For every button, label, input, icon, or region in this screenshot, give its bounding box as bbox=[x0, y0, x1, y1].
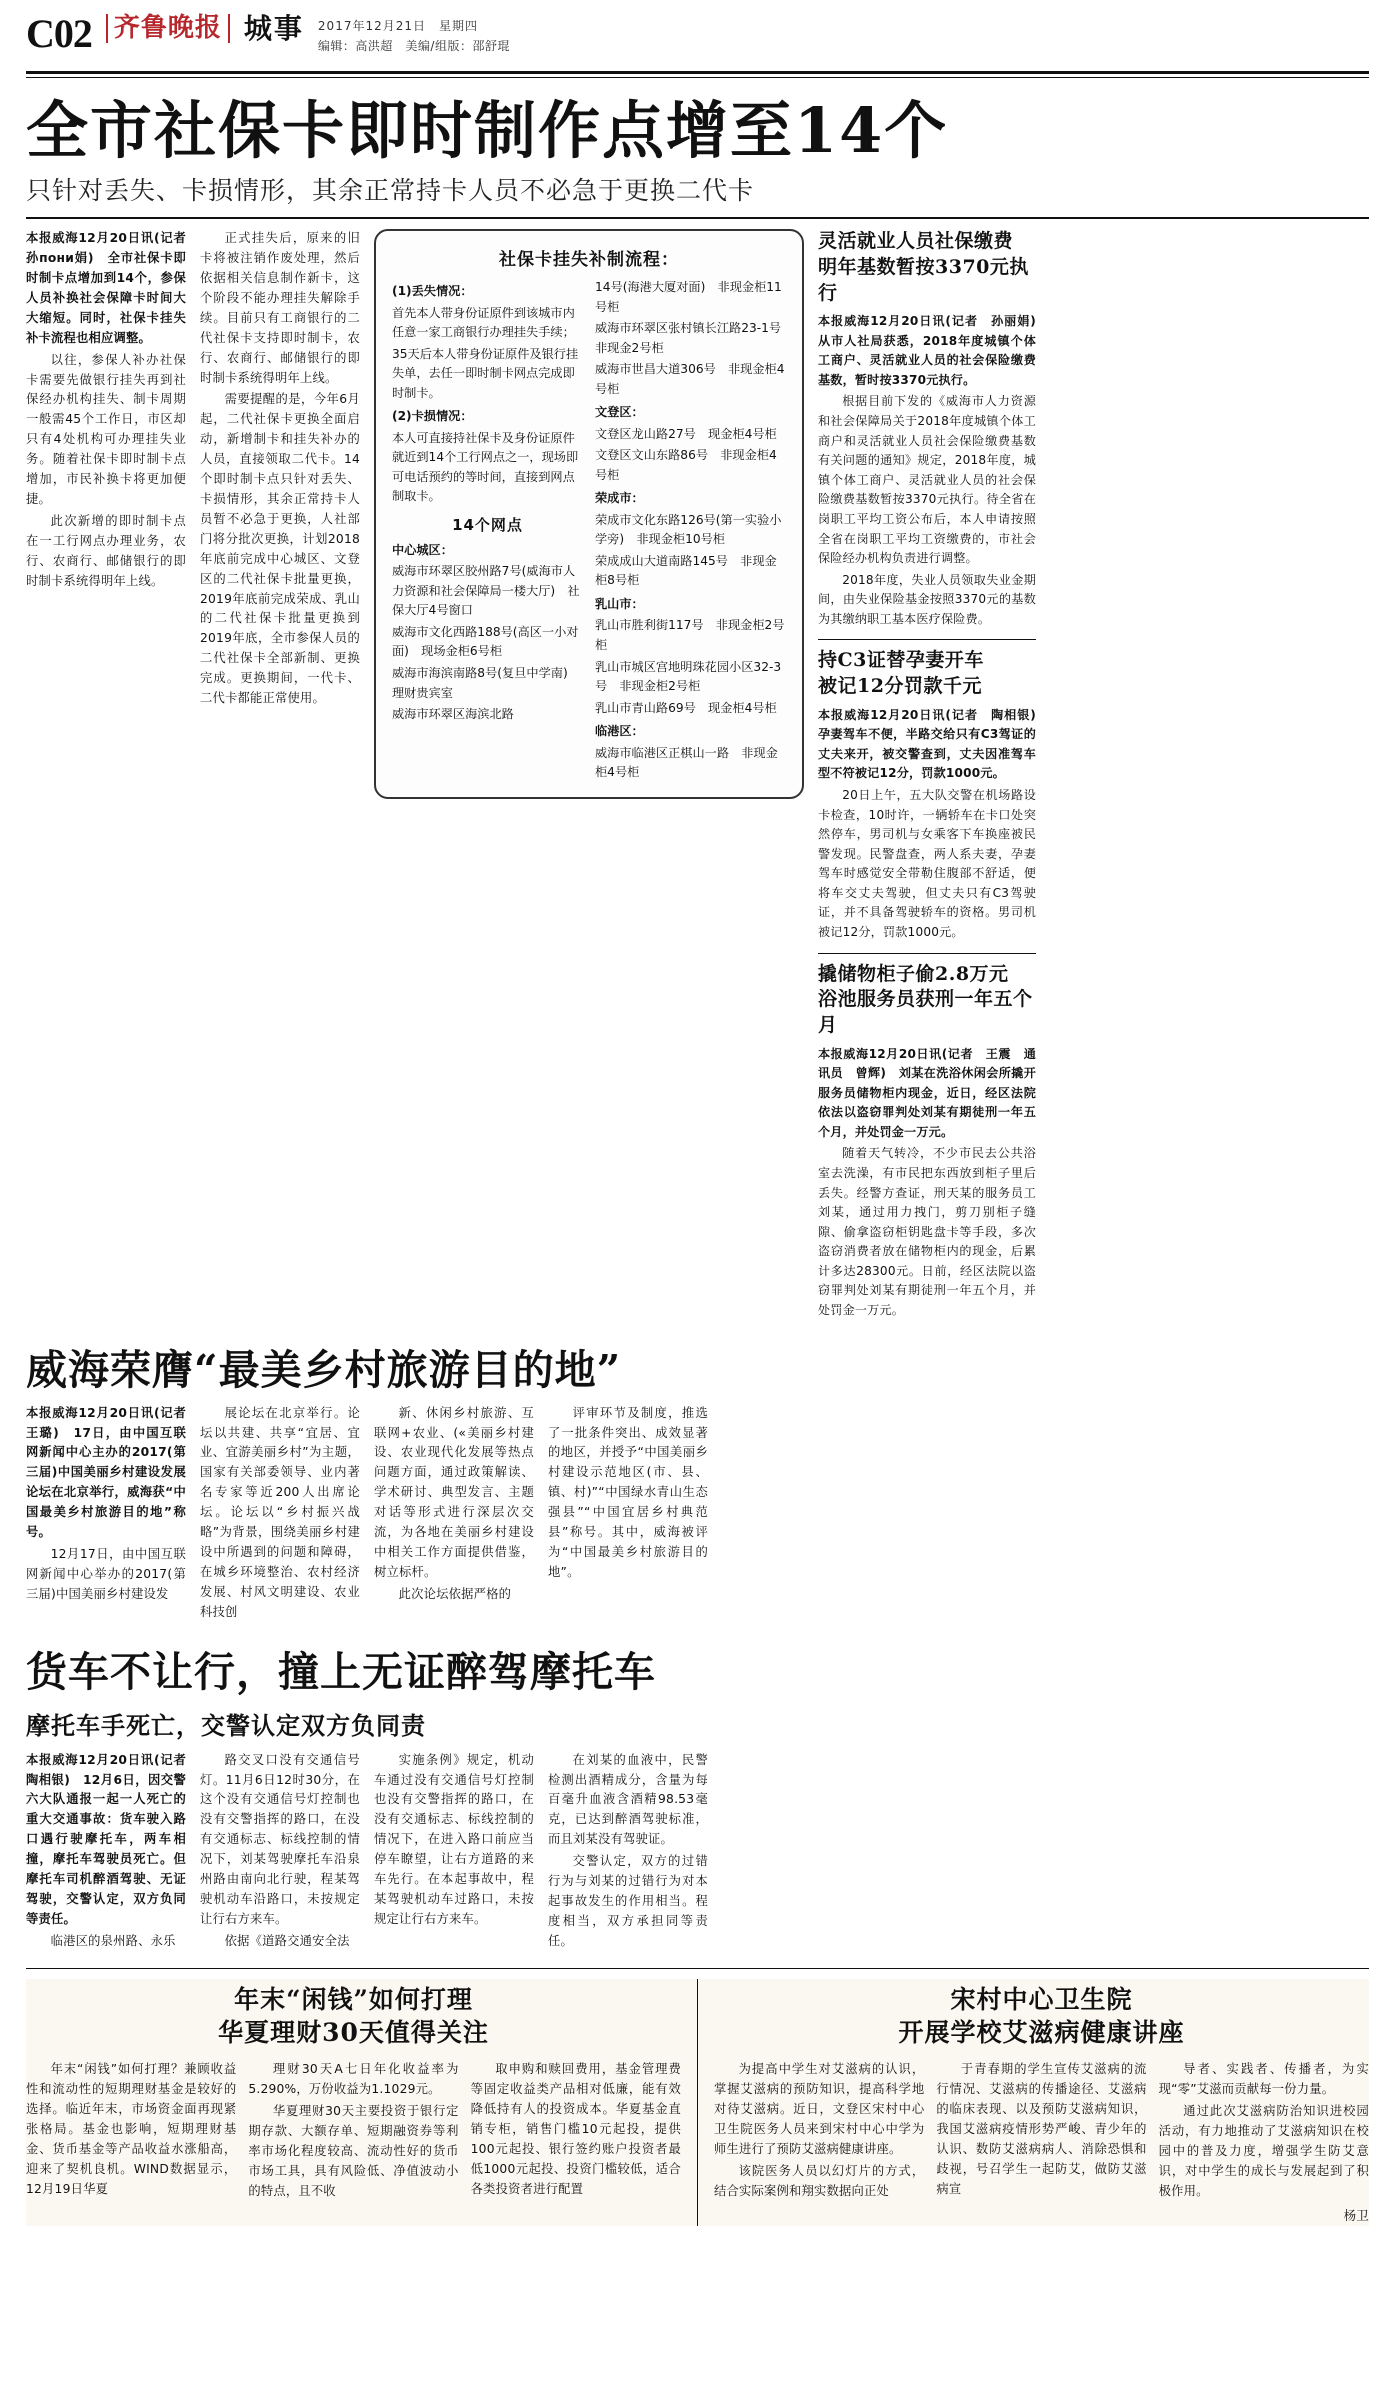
lead-subhead: 只针对丢失、卡损情形，其余正常持卡人员不必急于更换二代卡 bbox=[26, 176, 755, 206]
page-folio: C02 bbox=[26, 11, 92, 56]
lead-headline: 全市社保卡即时制作点增至14个 bbox=[26, 93, 949, 167]
advertorial-right-headline bbox=[714, 1983, 1369, 2051]
rail-dateline: 本报威海12月20日讯(记者 陶相银) 孕妻驾车不便，半路交给只有C3驾证的丈夫来开，被交警查到，丈夫因准驾车型不符被记12分，罚款1000元。 bbox=[818, 707, 1049, 781]
section2-para: 12月17日，由中国互联网新闻中心举办的2017(第三届)中国美丽乡村建设发 bbox=[26, 1546, 186, 1601]
bottom-rule bbox=[26, 1968, 1369, 1969]
box-subhead: 乳山市： bbox=[595, 596, 644, 611]
section3-columns bbox=[26, 1751, 1369, 1954]
section3-dateline: 本报威海12月20日讯(记者 陶相银) 12月6日，因交警六大队通报一起一人死亡的重大交通事故：货车驶入路口遇行驶摩托车，两车相撞，摩托车驾驶员死亡。但摩托车司机醉酒驾驶、无证驾驶，交警认定，双方负同等责任。 bbox=[26, 1752, 199, 1926]
section2-para: 新、休闲乡村旅游、互联网+农业、(«美丽乡村建设、农业现代化发展等热点问题方面，通过政策解读、学术研讨、典型发言、主题对话等形式进行深层次交流，为各地在美丽乡村建设中相关工作方面提供借鉴，树立标杆。 bbox=[374, 1405, 534, 1579]
procedure-box-title: 社保卡挂失补制流程： bbox=[499, 250, 679, 271]
box-outlet: 威海市世昌大道306号 非现金柜4号柜 bbox=[595, 362, 785, 396]
rail-divider bbox=[818, 639, 1036, 640]
procedure-box bbox=[374, 229, 804, 798]
rail-head-line: 明年基数暂按3370元执行 bbox=[818, 255, 1029, 304]
section-name: 城事 bbox=[243, 12, 304, 45]
right-rail bbox=[818, 229, 1049, 1322]
section2-columns bbox=[26, 1404, 1369, 1625]
masthead-rule-thick bbox=[26, 71, 1369, 74]
section3-column-3 bbox=[374, 1751, 534, 1932]
lead-para: 以往，参保人补办社保卡需要先做银行挂失再到社保经办机构挂失、制卡周期一般需45个工作日，市区却只有4处机构可办理挂失业务。随着社保卡即时制卡点增加，市民补换卡将更加便捷。 bbox=[26, 352, 186, 506]
rail-dateline: 本报威海12月20日讯(记者 王震 通讯员 曾辉) 刘某在洗浴休闲会所撬开服务员储物柜内现金，近日，经区法院依法以盗窃罪判处刘某有期徒刑一年五个月，并处罚金一万元。 bbox=[818, 1046, 1036, 1139]
box-para: 本人可直接持社保卡及身份证原件就近到14个工行网点之一，现场即可电话预约的等时间，直接到网点制取卡。 bbox=[392, 430, 579, 504]
advertorial-left-col-2 bbox=[248, 2060, 458, 2203]
section2-column-3 bbox=[374, 1404, 534, 1607]
section2-column-1 bbox=[26, 1404, 199, 1607]
section3-para: 路交叉口没有交通信号灯。11月6日12时30分，在这个没有交通信号灯控制也没有交警指挥的路口，在没有交通标志、标线控制的情况下，刘某驾驶摩托车沿泉州路由南向北行驶，程某驾驶机动车沿路口，未按规定让行右方来车。 bbox=[200, 1752, 360, 1926]
editor-credits: 编辑：高洪超 美编/组版：邵舒琨 bbox=[317, 39, 510, 54]
masthead-meta bbox=[318, 14, 510, 57]
ad-para: 于青春期的学生宣传艾滋病的流行情况、艾滋病的传播途径、艾滋病的临床表现、以及预防艾滋病知识，我国艾滋病疫情形势严峻、青少年的认识、数防艾滋病病人、消除恐惧和歧视，号召学生一起防艾，做防艾滋病宣 bbox=[936, 2062, 1147, 2196]
ad-head-line: 年末“闲钱”如何打理 bbox=[234, 1984, 473, 2014]
box-subhead: 中心城区： bbox=[392, 542, 453, 557]
paper-name: 齐鲁晚报 bbox=[106, 14, 230, 43]
section3-column-1 bbox=[26, 1751, 199, 1954]
box-outlet: 威海市海滨南路8号(复旦中学南) 理财贵宾室 bbox=[392, 665, 580, 700]
ad-head-line: 开展学校艾滋病健康讲座 bbox=[898, 2018, 1185, 2048]
advertorial-left bbox=[26, 1979, 681, 2226]
box-para: 35天后本人带身份证原件及银行挂失单，去任一即时制卡网点完成即时制卡。 bbox=[392, 346, 579, 400]
box-outlet: 文登区文山东路86号 非现金柜4号柜 bbox=[595, 448, 777, 482]
section3-column-4 bbox=[548, 1751, 708, 1954]
ad-head-line: 宋村中心卫生院 bbox=[950, 1984, 1133, 2014]
advertorial-right-col-3 bbox=[1159, 2060, 1369, 2226]
advertorial-left-col-1 bbox=[26, 2060, 236, 2203]
advertorial-right-col-2 bbox=[936, 2060, 1146, 2226]
ad-para: 为提高中学生对艾滋病的认识，掌握艾滋病的预防知识，提高科学地对待艾滋病。近日，文登区宋村中心卫生院医务人员来到宋村中心中学为师生进行了预防艾滋病健康讲座。 bbox=[714, 2062, 925, 2156]
rail-head-line: 灵活就业人员社保缴费 bbox=[818, 230, 1014, 253]
advertorial-byline: 杨卫 bbox=[1343, 2207, 1369, 2223]
rail-item-1-body bbox=[818, 312, 1049, 629]
advertorial-right-col-1 bbox=[714, 2060, 924, 2226]
rail-dateline: 本报威海12月20日讯(记者 孙丽娟) 从市人社局获悉，2018年度城镇个体工商户、灵活就业人员的社会保险缴费基数，暂时按3370元执行。 bbox=[818, 314, 1049, 387]
rail-head-line: 被记12分罚款千元 bbox=[818, 675, 982, 698]
box-outlet: 乳山市城区宫地明珠花园小区32-3号 非现金柜2号柜 bbox=[595, 659, 782, 694]
rail-para: 根据目前下发的《威海市人力资源和社会保障局关于2018年度城镇个体工商户和灵活就业人员社会保险缴费基数有关问题的通知》规定，2018年度，城镇个体工商户、灵活就业人员的社会保险缴费基数暂按3370元执行。待全省在岗职工平均工资公布后，本人申请按照全省在岗职工平均工资缴费的，市社会保险经办机构负责进行调整。 bbox=[818, 394, 1036, 566]
ad-para: 理财30天A七日年化收益率为5.290%，万份收益为1.1029元。 bbox=[248, 2062, 459, 2097]
masthead-rule-thin bbox=[26, 77, 1369, 78]
box-subhead: (1)丢失情况： bbox=[392, 284, 473, 299]
section2-column-2 bbox=[200, 1404, 360, 1625]
ad-para: 取申购和赎回费用，基金管理费等固定收益类产品相对低廉，能有效降低持有人的投资成本。华夏基金直销专柜，销售门槛10元起投，提供100元起投、银行签约账户投资者最低1000元起投、投资门槛较低，适合各类投资者进行配置 bbox=[470, 2062, 681, 2196]
box-outlets-title: 14个网点 bbox=[452, 515, 523, 534]
section2-dateline: 本报威海12月20日讯(记者 王璐) 17日，由中国互联网新闻中心主办的2017(第三届)中国美丽乡村建设发展论坛在北京举行，威海获“中国最美乡村旅游目的地”称号。 bbox=[26, 1405, 199, 1540]
box-outlet: 荣成成山大道南路145号 非现金柜8号柜 bbox=[595, 553, 777, 588]
lead-rule bbox=[26, 217, 1369, 219]
masthead bbox=[26, 11, 1369, 63]
rail-head-line: 撬储物柜子偷2.8万元 bbox=[818, 962, 1009, 985]
box-outlet: 乳山市青山路69号 现金柜4号柜 bbox=[595, 700, 777, 715]
lead-dateline: 本报威海12月20日讯(记者 孙пони娟) 全市社保卡即时制卡点增加到14个，参保人员补换社会保障卡时间大大缩短。同时，社保卡挂失补卡流程也相应调整。 bbox=[26, 231, 199, 345]
rail-item-2-body bbox=[818, 706, 1049, 943]
advertorial-left-headline bbox=[26, 1983, 681, 2051]
box-outlet: 乳山市胜利街117号 非现金柜2号柜 bbox=[595, 618, 785, 652]
box-outlet: 14号(海港大厦对面) 非现金柜11号柜 bbox=[595, 280, 782, 314]
box-outlet: 威海市环翠区海滨北路 bbox=[392, 707, 514, 722]
dateline: 2017年12月21日 星期四 bbox=[317, 19, 479, 33]
ad-para: 导者、实践者、传播者，为实现“零”艾滋而贡献每一份力量。 bbox=[1158, 2062, 1369, 2097]
section3-para: 在刘某的血液中，民警检测出酒精成分，含量为每百毫升血液含酒精98.53毫克，已达到醉酒驾驶标准，而且刘某没有驾驶证。 bbox=[548, 1752, 708, 1847]
section2-headline: 威海荣膺“最美乡村旅游目的地” bbox=[26, 1345, 622, 1394]
box-outlet: 威海市临港区正棋山一路 非现金柜4号柜 bbox=[595, 745, 778, 780]
box-outlet: 威海市环翠区张村镇长江路23-1号 非现金2号柜 bbox=[595, 321, 794, 355]
rail-head-line: 浴池服务员获刑一年五个月 bbox=[818, 988, 1033, 1036]
section2-para: 评审环节及制度，推选了一批条件突出、成效显著的地区，并授予“中国美丽乡村建设示范地区(市、县、镇、村)”“中国绿水青山生态强县”“中国宜居乡村典范县”称号。其中，威海被评为“中国最美乡村旅游目的地”。 bbox=[548, 1405, 708, 1579]
section3-para: 实施条例》规定，机动车通过没有交通信号灯控制也没有交警指挥的路口，在没有交通标志、标线控制的情况下，在进入路口前应当停车瞭望，让右方道路的来车先行。在本起事故中，程某驾驶机动车过路口，未按规定让行右方来车。 bbox=[374, 1752, 534, 1926]
rail-para: 2018年度，失业人员领取失业金期间，由失业保险基金按照3370元的基数为其缴纳职工基本医疗保险费。 bbox=[818, 572, 1036, 626]
ad-head-line: 华夏理财30天值得关注 bbox=[218, 2018, 489, 2048]
advertorial-right bbox=[714, 1979, 1369, 2226]
section3-para: 交警认定，双方的过错行为与刘某的过错行为对本起事故发生的作用相当。程度相当，双方承担同等责任。 bbox=[548, 1854, 708, 1948]
top-zone bbox=[26, 229, 1369, 1322]
ad-para: 华夏理财30天主要投资于银行定期存款、大额存单、短期融资券等利率市场化程度较高、流动性好的货币市场工具，具有风险低、净值波动小的特点，且不收 bbox=[248, 2103, 459, 2198]
bottom-zone bbox=[26, 1979, 1369, 2226]
rail-divider bbox=[818, 953, 1036, 954]
lead-para: 正式挂失后，原来的旧卡将被注销作废处理，然后依据相关信息制作新卡，这个阶段不能办理挂失解除手续。目前只有工商银行的二代社保卡支持即时制卡，农行、农商行、邮储银行的即时制卡系统得明年上线。 bbox=[200, 231, 360, 385]
rail-item-3-body bbox=[818, 1045, 1036, 1321]
section2-column-4 bbox=[548, 1404, 708, 1585]
rail-item-3-headline bbox=[818, 962, 1036, 1039]
ad-para: 通过此次艾滋病防治知识进校园活动，有力地推动了艾滋病知识在校园中的普及力度，增强学生防艾意识，对中学生的成长与发展起到了积极作用。 bbox=[1158, 2103, 1369, 2198]
section3-subhead: 摩托车手死亡，交警认定双方负同责 bbox=[26, 1711, 426, 1740]
section3-para: 依据《道路交通安全法 bbox=[224, 1933, 350, 1948]
ad-para: 该院医务人员以幻灯片的方式，结合实际案例和翔实数据向正处 bbox=[714, 2163, 925, 2198]
rail-head-line: 持C3证替孕妻开车 bbox=[818, 649, 984, 672]
bottom-vertical-divider bbox=[697, 1979, 698, 2226]
box-subhead: (2)卡损情况： bbox=[392, 409, 473, 424]
box-outlet: 威海市环翠区胶州路7号(威海市人力资源和社会保障局一楼大厅) 社保大厅4号窗口 bbox=[392, 564, 580, 618]
box-outlet: 荣成市文化东路126号(第一实验小学旁) 非现金柜10号柜 bbox=[595, 512, 782, 547]
procedure-box-col-2 bbox=[595, 278, 794, 784]
lead-column-1 bbox=[26, 229, 199, 593]
box-outlet: 文登区龙山路27号 现金柜4号柜 bbox=[595, 426, 777, 441]
rail-item-1-headline bbox=[818, 229, 1036, 306]
section2-para: 展论坛在北京举行。论坛以共建、共享“宜居、宜业、宜游美丽乡村”为主题，国家有关部委领导、业内著名专家等近200人出席论坛。论坛以“乡村振兴战略”为背景，围绕美丽乡村建设中所遇到的问题和障碍，在城乡环境整治、农村经济发展、村风文明建设、农业科技创 bbox=[200, 1405, 360, 1619]
section2-para: 此次论坛依据严格的 bbox=[398, 1586, 512, 1601]
box-outlet: 威海市文化西路188号(高区一小对面) 现场金柜6号柜 bbox=[392, 624, 579, 659]
ad-para: 年末“闲钱”如何打理？兼顾收益性和流动性的短期理财基金是较好的选择。临近年末，市场资金面再现紧张格局。基金也影响，短期理财基金、货币基金等产品收益水涨船高，迎来了契机良机。WIND数据显示，12月19日华夏 bbox=[26, 2062, 237, 2196]
section3-column-2 bbox=[200, 1751, 360, 1954]
advertorial-left-col-3 bbox=[471, 2060, 681, 2203]
box-para: 首先本人带身份证原件到该城市内任意一家工商银行办理挂失手续； bbox=[392, 305, 575, 340]
rail-para: 随着天气转冷，不少市民去公共浴室去洗澡，有市民把东西放到柜子里后丢失。经警方查证，刑天某的服务员工刘某，通过用力拽门，剪刀别柜子缝隙、偷拿盗窃柜钥匙盘卡等手段，多次盗窃消费者放在储物柜内的现金，后累计多达28300元。日前，经区法院以盗窃罪判处刘某有期徒刑一年五个月，并处罚金一万元。 bbox=[818, 1146, 1036, 1318]
lead-para: 需要提醒的是，今年6月起，二代社保卡更换全面启动，新增制卡和挂失补办的人员，直接领取二代卡。14个即时制卡点只针对丢失、卡损情形，其余正常持卡人员暂不必急于更换，人社部门将分批次更换，计划2018年底前完成中心城区、文登区的二代社保卡批量更换，2019年底前完成荣成、乳山的二代社保卡批量更换到2019年底，全市参保人员的二代社保卡全部新制、更换完成。更换期间，一代卡、二代卡都能正常使用。 bbox=[200, 392, 360, 706]
box-subhead: 文登区： bbox=[595, 405, 644, 420]
procedure-box-col-1 bbox=[392, 278, 583, 784]
lead-para: 此次新增的即时制卡点在一工行网点办理业务，农行、农商行、邮储银行的即时制卡系统得明年上线。 bbox=[26, 513, 186, 588]
rail-item-2-headline bbox=[818, 648, 1036, 699]
rail-para: 20日上午，五大队交警在机场路设卡检查，10时许，一辆轿车在卡口处突然停车，男司机与女乘客下车换座被民警发现。民警盘查，两人系夫妻，孕妻驾车时感觉安全带勒住腹部不舒适，便将车交丈夫驾驶，但丈夫只有C3驾驶证，并不具备驾驶轿车的资格。男司机被记12分，罚款1000元。 bbox=[818, 787, 1036, 940]
section3-headline: 货车不让行，撞上无证醉驾摩托车 bbox=[26, 1647, 656, 1696]
box-subhead: 荣成市： bbox=[595, 491, 644, 506]
lead-column-2 bbox=[200, 229, 360, 711]
section3-para: 临港区的泉州路、永乐 bbox=[50, 1933, 176, 1948]
box-subhead: 临港区： bbox=[595, 724, 644, 739]
